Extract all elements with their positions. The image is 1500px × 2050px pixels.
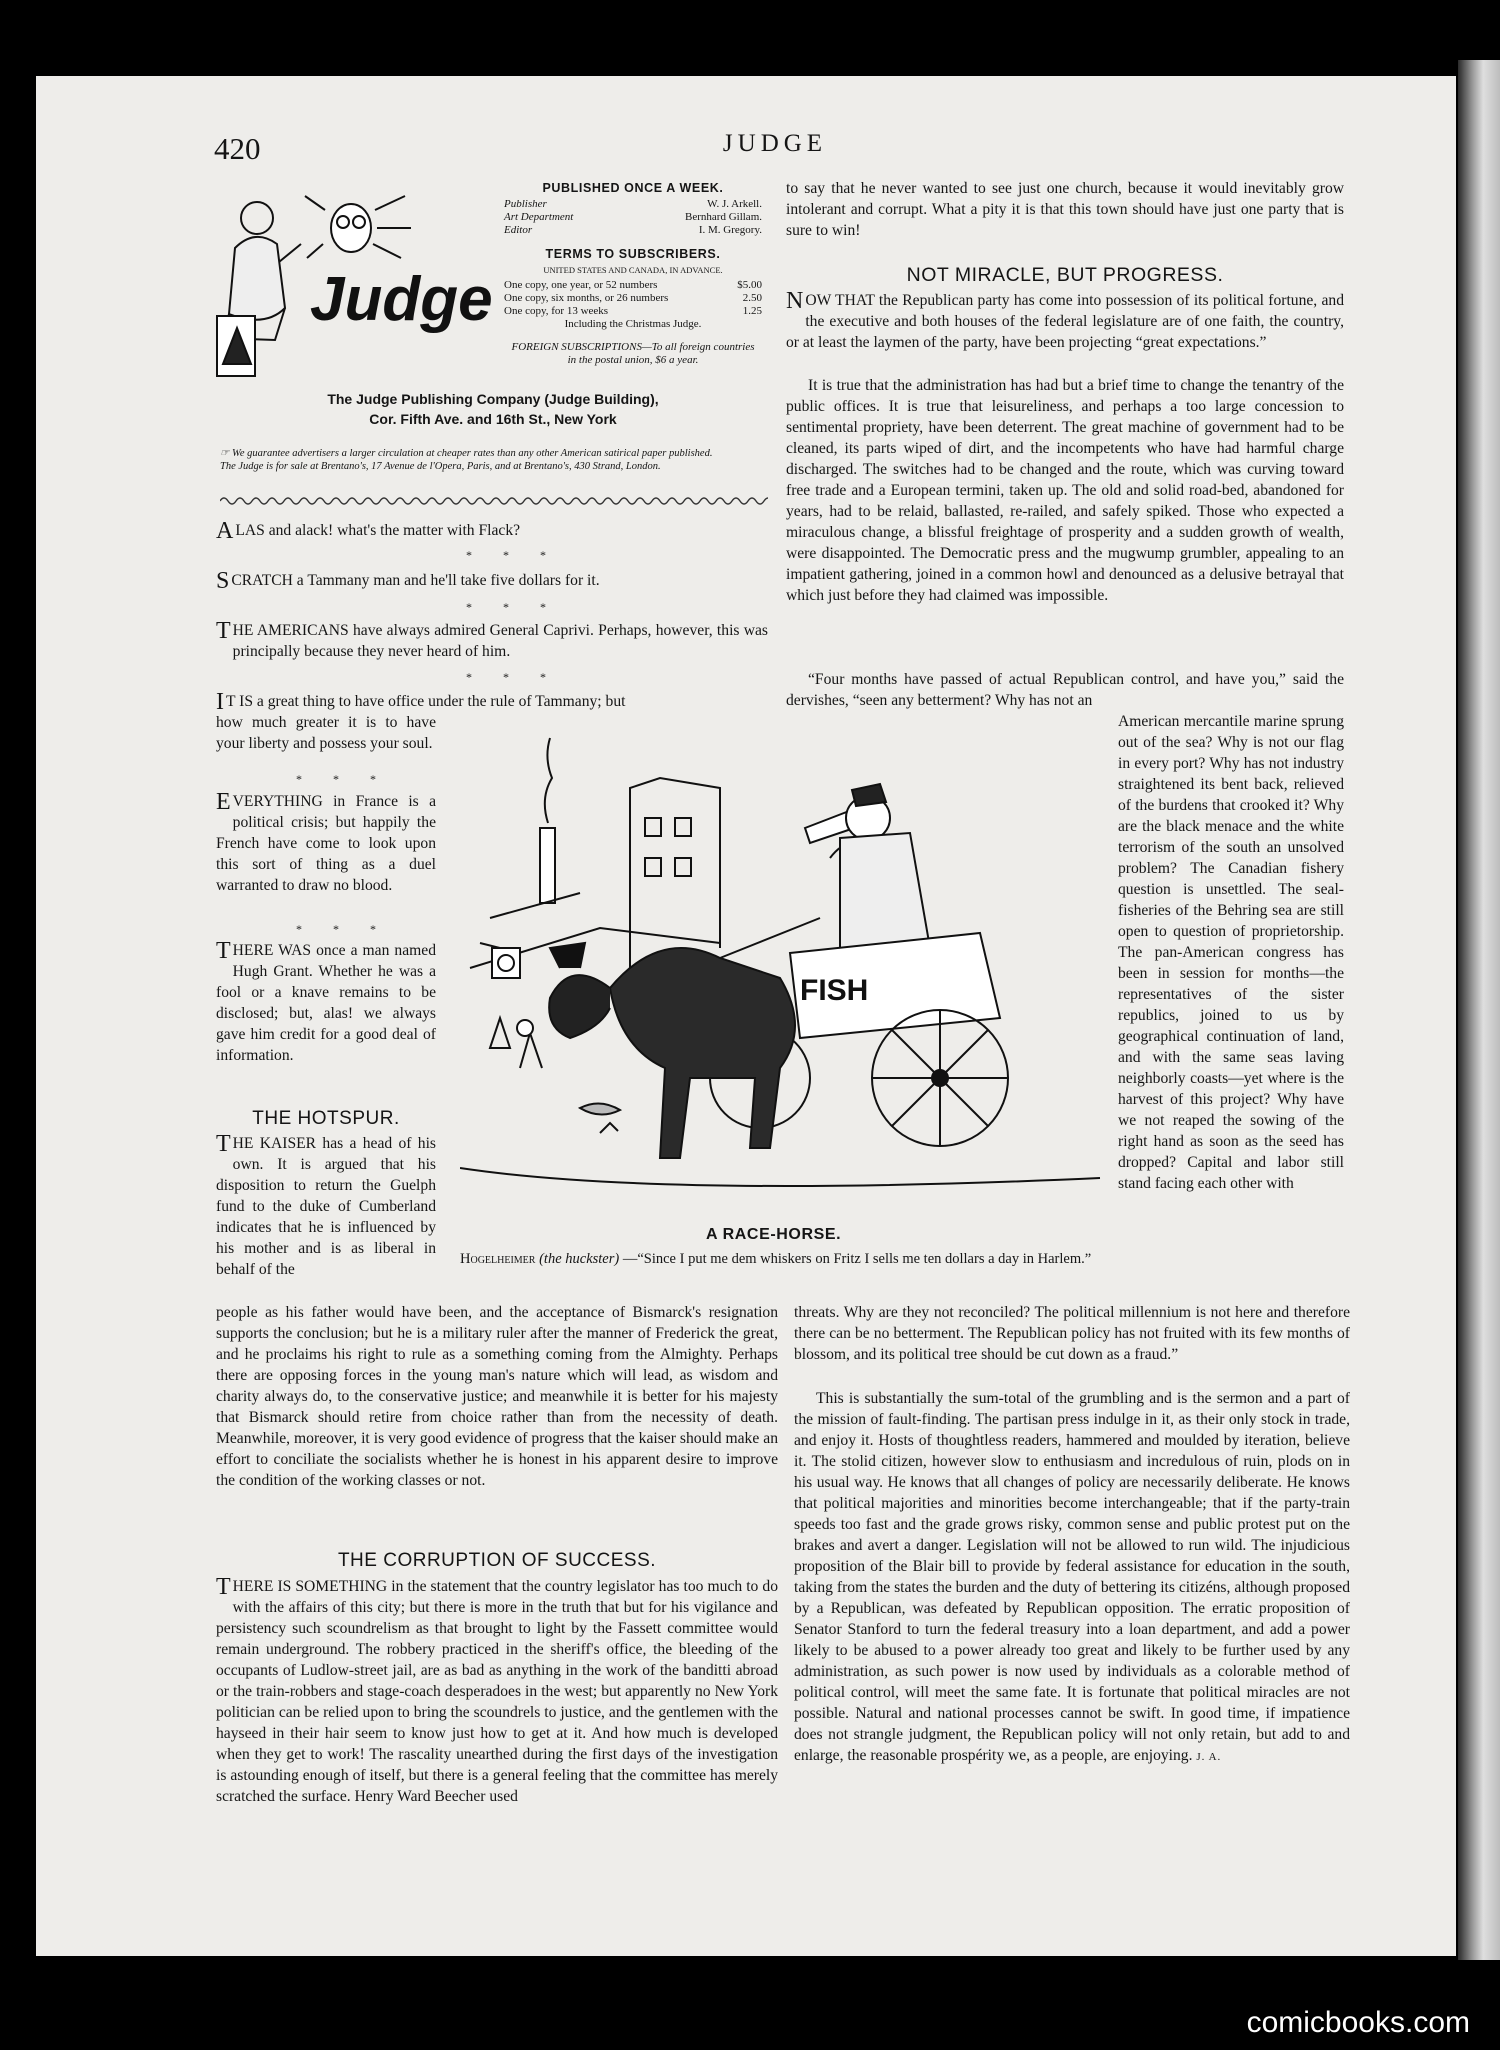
paragraph-office-cont: how much greater it is to have your liberty and possess your soul. bbox=[216, 714, 436, 752]
caption-speaker-note: (the huckster) bbox=[539, 1251, 620, 1267]
paragraph-text: HERE WAS once a man named Hugh Grant. Whether he was a fool or a knave remains to be disclosed; but, alas! we always gave him credit for a good deal of information. bbox=[216, 942, 436, 1064]
staff-editor bbox=[504, 224, 762, 237]
paragraph-text: This is substantially the sum-total of the grumbling and is the sermon and a part of the mission of fault-finding. The partisan press indulge in it, as their only stock in trade, and enjoy it. Hosts of thoughtless readers, hammered and moulded by iteration, believe it. The stolid citizen, however slow to enthusiasm and incredulous of ruin, plods on in his usual way. He knows that all changes of policy are necessarily deliberate. He knows that political majorities and minorities become interchangeable; that if the party-train speeds too fast and the grade grows risky, common sense and public protest put on the brakes and avert a danger. Legislation will not be allowed to run wild. The injudicious proposition of the Blair bill to provide by federal assistance for education in the south, taking from the states the burden and the duty of bettering its citizéns, although proposed by a Republican, was defeated by Republican opposition. The erratic proposition of Senator Stanford to turn the federal treasury into a loan department, and add a power likely to be abused to a power already too great and likely to be further used by any administration, as such power is now used by individuals as a colorable method of political control, will meet the same fate. It is fortunate that political miracles are not possible. Natural and national processes cannot be swift. In good time, if impatience does not strangle judgment, the Republican policy will not only retain, but add to and enlarge, the reasonable prospérity we, as a people, are enjoying. bbox=[794, 1390, 1350, 1764]
paragraph-text: T IS a great thing to have office under the rule of Tammany; but bbox=[226, 693, 626, 710]
cartoon-title: A RACE-HORSE. bbox=[706, 1226, 842, 1243]
drop-cap: T bbox=[216, 618, 231, 644]
drop-cap: N bbox=[786, 288, 804, 314]
horse bbox=[610, 948, 795, 1158]
staff-role: Editor bbox=[504, 224, 533, 236]
progress-p2: It is true that the administration has had but a brief time to change the tenantry of the public offices. It is true that leisureliness, and perhaps a too large concession to sentimental propriety, have been deterrent. The great machine of government had to be cleaned, its parts wiped of dirt, and the incompetents who have had harmful charge discharged. The switches had to be changed and the route, which was curving toward free trade and a European termini, taken up. The old and solid road-bed, abandoned for years, had to be relaid, ballasted, re-railed, and safely spiked. Those who expected a miraculous change, a blissful freightage of prosperity and a sudden growth of wealth, were disappointed. The Democratic press and the mugwump grumbler, appealing to an impatient gathering, joined in a common howl and denounced as a delusive betrayal that which just before they had claimed was impossible. bbox=[786, 377, 1344, 604]
shop-sign bbox=[492, 948, 520, 978]
page-number: 420 bbox=[214, 131, 261, 166]
hotspur-narrow bbox=[216, 1133, 436, 1280]
rates-note: Including the Christmas Judge. bbox=[564, 318, 702, 330]
caption-quote: —“Since I put me dem whiskers on Fritz I sells me ten dollars a day in Harlem.” bbox=[622, 1251, 1092, 1267]
rate-label: One copy, for 13 weeks bbox=[504, 305, 609, 317]
rate-label: One copy, one year, or 52 numbers bbox=[504, 279, 658, 291]
heading-progress: NOT MIRACLE, BUT PROGRESS. bbox=[906, 264, 1224, 286]
rate-label: One copy, six months, or 26 numbers bbox=[504, 292, 669, 304]
drop-cap: A bbox=[216, 518, 234, 544]
foreign-subscriptions: FOREIGN SUBSCRIPTIONS—To all foreign countries in the postal union, $6 a year. bbox=[511, 341, 755, 366]
chimney bbox=[540, 828, 555, 903]
paragraph-text: HE KAISER has a head of his own. It is argued that his disposition to return the Guelph fund to the duke of Cumberland indicates that he is influenced by his mother and is as liberal in behalf of the bbox=[216, 1135, 436, 1278]
progress-p3b: American mercantile marine sprung out of the sea? Why is not our flag in every port? Why has not industry straightened its bent back, relieved of the burdens that crooked it? Why are the black menace and the white terrorism of the south an unsolved problem? The Canadian fishery question is unsettled. The seal-fisheries of the Behring sea are still open to question of proprietorship. The pan-American congress has been in session for months—the representatives of the sister republics, joined to us by geographical continuation of land, and with the same seas laving neighborly coasts—yet where is the harvest of this project? Why have we not reaped the sowing of the right hand as soon as the seed has dropped? Capital and labor still stand facing each other with bbox=[1118, 713, 1344, 1192]
rate-price: 2.50 bbox=[742, 292, 762, 304]
drop-cap: T bbox=[216, 1574, 231, 1600]
staff-name: Bernhard Gillam. bbox=[685, 211, 762, 223]
section-stars: * * * bbox=[296, 772, 390, 786]
wavy-divider bbox=[220, 495, 768, 507]
heading-corruption: THE CORRUPTION OF SUCCESS. bbox=[337, 1550, 657, 1571]
paragraph-text: HE AMERICANS have always admired General Caprivi. Perhaps, however, this was principally because they never heard of him. bbox=[232, 622, 768, 660]
section-stars: * * * bbox=[466, 670, 560, 684]
staff-name: I. M. Gregory. bbox=[698, 224, 762, 236]
paragraph-grant bbox=[216, 940, 436, 1066]
rate-row bbox=[504, 305, 762, 318]
staff-art bbox=[504, 211, 762, 224]
paragraph-tammany bbox=[216, 570, 768, 592]
staff-name: W. J. Arkell. bbox=[707, 198, 762, 210]
drop-cap: I bbox=[216, 689, 224, 715]
section-stars: * * * bbox=[466, 600, 560, 614]
progress-p4 bbox=[794, 1388, 1350, 1768]
terms-title: TERMS TO SUBSCRIBERS. bbox=[545, 247, 721, 261]
author-signature: J. A. bbox=[1196, 1751, 1222, 1763]
publisher-street: Cor. Fifth Ave. and 16th St., New York bbox=[369, 411, 617, 427]
paragraph-text: LAS and alack! what's the matter with Flack? bbox=[235, 522, 521, 539]
judge-logo bbox=[215, 188, 500, 383]
paragraph-flack bbox=[216, 520, 768, 542]
drop-cap: S bbox=[216, 568, 230, 594]
paragraph-text: VERYTHING in France is a political crisis; but happily the French have come to look upon this sort of thing as a duel warranted to draw no blood. bbox=[216, 793, 436, 894]
paragraph-france bbox=[216, 791, 436, 896]
rate-price: 1.25 bbox=[742, 305, 762, 317]
drop-cap: E bbox=[216, 789, 231, 815]
progress-p1 bbox=[786, 290, 1344, 353]
wagon-sign: FISH bbox=[800, 974, 869, 1007]
judge-logo-text: Judge bbox=[310, 265, 493, 334]
staff-publisher bbox=[504, 198, 762, 211]
drop-cap: T bbox=[216, 938, 231, 964]
site-watermark: comicbooks.com bbox=[1246, 2006, 1470, 2039]
rate-row bbox=[504, 279, 762, 292]
book-spine bbox=[1458, 60, 1500, 1960]
publisher-address bbox=[258, 389, 728, 429]
staff-role: Art Department bbox=[504, 211, 574, 223]
race-horse-cartoon bbox=[460, 728, 1110, 1218]
section-stars: * * * bbox=[466, 548, 560, 562]
guarantee-note bbox=[220, 447, 765, 473]
drop-cap: T bbox=[216, 1131, 231, 1157]
paragraph-text: CRATCH a Tammany man and he'll take five dollars for it. bbox=[231, 572, 600, 589]
terms-sub: UNITED STATES AND CANADA, IN ADVANCE. bbox=[543, 265, 723, 275]
right-top-text: to say that he never wanted to see just one church, because it would inevitably grow intolerant and corrupt. What a pity it is that this town should have just one party that is sure to win! bbox=[786, 180, 1344, 239]
progress-p3c: threats. Why are they not reconciled? The political millennium is not here and therefore there can be no betterment. The Republican policy has not fruited with its few months of blossom, and its political tree should be cut down as a fraud.” bbox=[794, 1304, 1350, 1363]
staff-role: Publisher bbox=[504, 198, 547, 210]
published-frequency: PUBLISHED ONCE A WEEK. bbox=[542, 181, 724, 195]
sale-text: The Judge is for sale at Brentano's, 17 Avenue de l'Opera, Paris, and at Brentano's, 430 Strand, London. bbox=[220, 461, 661, 472]
paragraph-text: OW THAT the Republican party has come into possession of its political fortune, and the executive and both houses of the federal legislature are of one faith, the country, or at least the laymen of the party, have been projecting “great expectations.” bbox=[786, 292, 1344, 351]
masthead bbox=[498, 182, 768, 367]
paragraph-office bbox=[216, 691, 768, 713]
progress-p3a: “Four months have passed of actual Republican control, and have you,” said the dervishes, “seen any betterment? Why has not an bbox=[786, 671, 1344, 709]
section-stars: * * * bbox=[296, 922, 390, 936]
rate-row bbox=[504, 292, 762, 305]
corruption-text bbox=[216, 1576, 778, 1807]
paragraph-caprivi bbox=[216, 620, 768, 662]
hotspur-wide: people as his father would have been, and the acceptance of Bismarck's resignation supports the conclusion; but he is a military ruler after the manner of Frederick the great, and he proclaims his right to rule as a something coming from the Almighty. Perhaps there are opposing forces in the young man's nature which will lead, as wisdom and charity always do, to the conservative justice; and meanwhile it is better for his majesty that Bismarck should retire from choice rather than from the necessity of death. Meanwhile, moreover, it is very good evidence of progress that the kaiser should make an effort to conciliate the socialists whether he is honest in his apparent desire to improve the condition of the working classes or not. bbox=[216, 1304, 778, 1489]
paragraph-text: HERE IS SOMETHING in the statement that the country legislator has too much to do with the affairs of this city; but there is more in the truth that but for his vigilance and persistency such scoundrelism as that brought to light by the Fassett committee would remain underground. The robbery practiced in the sheriff's office, the bleeding of the occupants of Ludlow-street jail, are as bad as anything in the work of the banditti abroad or the train-robbers and stage-coach desperadoes in the west; but apparently no New York politician can be relied upon to bring the scoundrels to justice, and the gentlemen with the hayseed in their hair seem to know just how to get at it. And how much is developed when they get to work! The rascality unearthed during the first days of the investigation is astounding enough of itself, but there is a general feeling that the committee has merely scratched the surface. Henry Ward Beecher used bbox=[216, 1578, 778, 1805]
guarantee-text: ☞ We guarantee advertisers a larger circulation at cheaper rates than any other American satirical paper published. bbox=[220, 448, 713, 459]
rate-price: $5.00 bbox=[737, 279, 762, 291]
publisher-name: The Judge Publishing Company (Judge Building), bbox=[327, 391, 659, 407]
caption-speaker: Hogelheimer bbox=[460, 1251, 536, 1267]
heading-hotspur: THE HOTSPUR. bbox=[252, 1108, 400, 1129]
cartoon-caption bbox=[460, 1250, 1110, 1268]
running-head: JUDGE bbox=[722, 130, 828, 157]
